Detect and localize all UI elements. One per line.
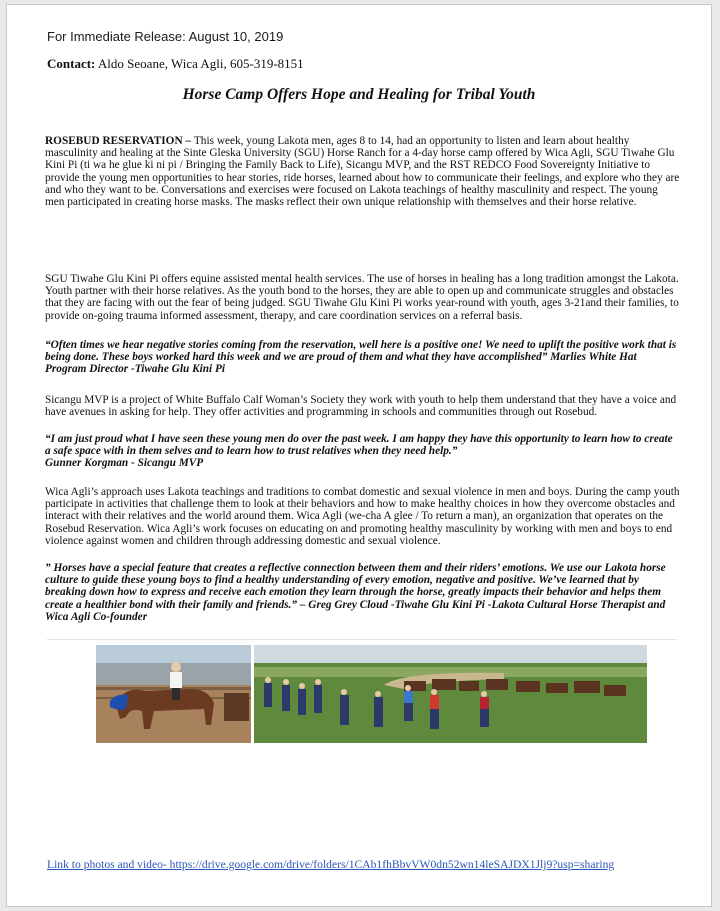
quote-marlies: “Often times we hear negative stories coming from the reservation, well here is a positive one! We need to uplift the positive work that is being done. These boys worked hard this week and we are proud of them and what they have accomplished” Marlies White Hat Program Director -Tiwahe Glu Kini Pi: [45, 339, 677, 376]
quote-gunner: [45, 433, 680, 470]
paragraph-intro-text: This week, young Lakota men, ages 8 to 14, had an opportunity to listen and learn about healthy masculinity and healing at the Sinte Gleska University (SGU) Horse Ranch for a 4-day horse camp offered by Wica Agli, SGU Tiwahe Glu Kini Pi (ti wa he glue ki ni pi / Bringing the Family Back to Life), Sicangu MVP, and the RST REDCO Food Sovereignty Initiative to provide the young men opportunities to hear stories, ride horses, learned about how to communicate their feelings, and explore who they are and who they want to be. Conversations and exercises were focused on Lakota teachings of healthy masculinity and respect. The young men participated in creating horse masks. The masks reflect their own unique relationship with themselves and their horse relative.: [45, 135, 680, 209]
dateline: ROSEBUD RESERVATION –: [45, 135, 194, 147]
photo-rider-on-horse: [96, 645, 251, 743]
contact-value: Aldo Seoane, Wica Agli, 605-319-8151: [95, 56, 304, 71]
headline: Horse Camp Offers Hope and Healing for Tribal Youth: [182, 86, 536, 103]
quote-greg: ” Horses have a special feature that creates a reflective connection between them and their riders’ emotions. We use our Lakota horse culture to guide these young boys to find a healthy understanding of every emotion, negative and positive. We’ve learned that by breaking down how to express and receive each emotion they learn through the horse, greatly impacts their behavior and helps them create a healthier bond with their family and friends.” – Greg Grey Cloud -Tiwahe Glu Kini Pi -Lakota Cultural Horse Therapist and Wica Agli Co-founder: [45, 562, 666, 623]
photo-group-with-horses: [254, 645, 647, 743]
paragraph-intro: [45, 135, 680, 208]
quote-gunner-text: “I am just proud what I have seen these young men do over the past week. I am happy they have this opportunity to learn how to create a safe space with in them selves and to learn how to trust relatives when they need help.”: [45, 433, 673, 458]
quote-gunner-attribution: Gunner Korgman - Sicangu MVP: [45, 457, 204, 470]
document-page: [6, 4, 712, 907]
paragraph-wica-agli: Wica Agli’s approach uses Lakota teachings and traditions to combat domestic and sexual violence in men and boys. During the camp youth participate in activities that challenge them to look at their behaviors and how to make healthy choices in how they overcome obstacles and interact with their relatives and the world around them. Wica Agli (we-cha A glee / To return a man), an organization that operates on the Rosebud Reservation. Wica Agli’s work focuses on educating on and promoting healthy masculinity by working with men and boys to end violence against women and children through addressing domestic and sexual violence.: [45, 486, 680, 547]
paragraph-tiwahe: SGU Tiwahe Glu Kini Pi offers equine assisted mental health services. The use of horses in healing has a long tradition amongst the Lakota. Youth partner with their horse relatives. As the youth bond to the horses, they are able to open up and communicate struggles and obstacles that they are facing with out the fear of being judged. SGU Tiwahe Glu Kini Pi works year-round with youth, ages 3-21and their families, to provide on-going trauma informed assessment, therapy, and care coordination services on a referral basis.: [45, 273, 679, 322]
contact-label: Contact:: [47, 56, 96, 71]
contact-line: [47, 56, 304, 72]
photos-video-link[interactable]: Link to photos and video- https://drive.google.com/drive/folders/1CAb1fhBbvVW0dn52wn14leSAJDX1Jlj9?usp=sharing: [47, 858, 615, 871]
divider: [47, 639, 677, 640]
release-date: For Immediate Release: August 10, 2019: [47, 29, 284, 44]
paragraph-sicangu: Sicangu MVP is a project of White Buffalo Calf Woman’s Society they work with youth to help them understand that they have a voice and have avenues in asking for help. They offer activities and programming in schools and communities through out Rosebud.: [45, 394, 677, 419]
